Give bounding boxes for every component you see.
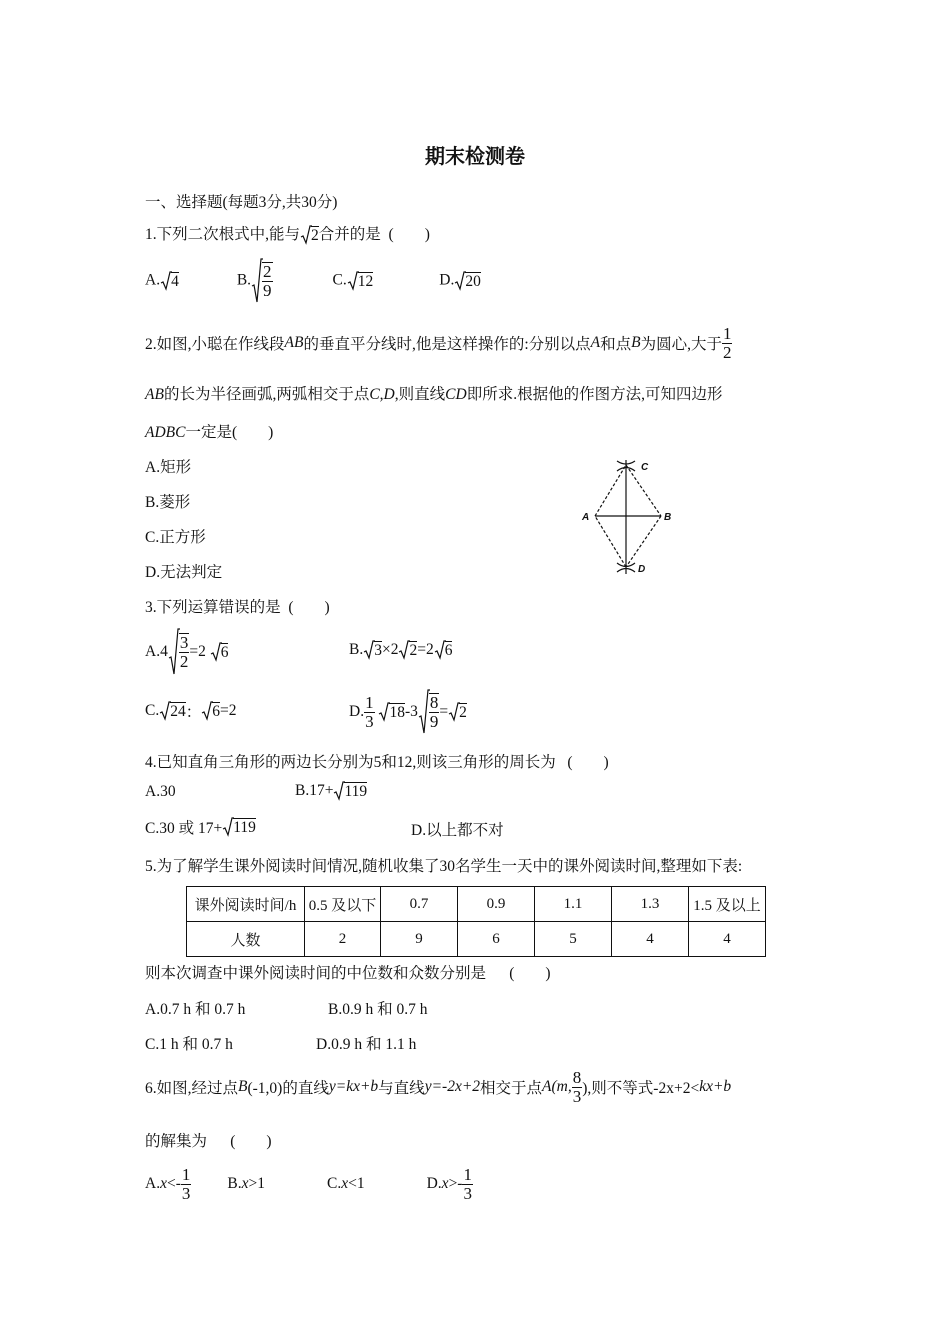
q6-option-a[interactable]: A.x<- $\frac{1}{3}$: [145, 1164, 191, 1203]
question-5-stem: 5.为了解学生课外阅读时间情况,随机收集了30名学生一天中的课外阅读时间,整理如下表:: [145, 858, 743, 875]
question-5-prompt: 则本次调查中课外阅读时间的中位数和众数分别是 ( ): [145, 965, 551, 982]
table-header-row: [187, 887, 766, 922]
table-cell: 1.5 及以上: [689, 887, 766, 922]
fig-label-b: B: [664, 512, 672, 523]
q6-option-d[interactable]: D.x>- $\frac{1}{3}$: [426, 1164, 472, 1203]
table-cell: 1.1: [535, 887, 612, 922]
table-cell: 人数: [187, 922, 305, 957]
table-cell: 4: [689, 922, 766, 957]
q4-option-c[interactable]: C.30 或 17+ 119: [145, 818, 256, 837]
q3-option-a[interactable]: A.4 $\frac{3}{2}$ =2 6: [145, 626, 228, 678]
table-cell: 课外阅读时间/h: [187, 887, 305, 922]
q2-option-d[interactable]: D.无法判定: [145, 564, 223, 581]
q3-option-d[interactable]: D. $\frac{1}{3}$ 18 -3 $\frac{8}{9}$ = 2: [349, 688, 467, 736]
question-2-line-3: ADBC一定是( ): [145, 424, 274, 441]
question-3-stem: 3.下列运算错误的是 ( ): [145, 599, 330, 616]
q5-option-c[interactable]: C.1 h 和 0.7 h: [145, 1036, 233, 1053]
q4-option-b[interactable]: B.17+ 119: [295, 782, 368, 800]
table-cell: 6: [458, 922, 535, 957]
q3-option-b[interactable]: B. 3 ×2 2 =2 6: [349, 641, 453, 659]
fig-label-d: D: [638, 564, 646, 575]
table-cell: 5: [535, 922, 612, 957]
question-6-options: [145, 1160, 473, 1208]
q2-option-a[interactable]: A.矩形: [145, 459, 192, 476]
q6-option-b[interactable]: B.x>1: [227, 1175, 265, 1192]
table-cell: 0.9: [458, 887, 535, 922]
table-cell: 0.5 及以下: [305, 887, 381, 922]
question-1-stem: 1.下列二次根式中,能与 2合并的是 ( ): [145, 226, 430, 244]
question-6-line-2: 的解集为 ( ): [145, 1133, 272, 1150]
q5-option-a[interactable]: A.0.7 h 和 0.7 h: [145, 1001, 246, 1018]
q1-option-a[interactable]: A. 4: [145, 271, 179, 290]
q1-option-c[interactable]: C. 12: [332, 271, 374, 290]
question-4-stem: 4.已知直角三角形的两边长分别为5和12,则该三角形的周长为 ( ): [145, 754, 609, 771]
table-row: [187, 922, 766, 957]
reading-time-table: [186, 886, 766, 957]
table-cell: 2: [305, 922, 381, 957]
question-6-line-1: 6.如图,经过点 B (-1,0)的直线 y=kx+b 与直线 y=-2x+2 相交于点 A (m, $\frac{8}{3}$ ),则不等式-2x+2< kx+b: [145, 1067, 732, 1106]
fig-label-c: C: [641, 462, 649, 473]
rhombus-construction-figure: [575, 452, 685, 582]
question-2-line-2: AB的长为半径画弧,两弧相交于点C,D,则直线CD即所求.根据他的作图方法,可知四边形: [145, 386, 723, 403]
q1-option-d[interactable]: D. 20: [439, 271, 481, 290]
q4-option-d[interactable]: D.以上都不对: [411, 822, 504, 839]
sqrt-2: 2: [300, 225, 319, 245]
question-2-line-1: 2.如图,小聪在作线段 AB 的垂直平分线时,他是这样操作的:分别以点 A 和点 B 为圆心,大于 $\frac{1}{2}$: [145, 323, 732, 362]
table-cell: 0.7: [381, 887, 458, 922]
q5-option-b[interactable]: B.0.9 h 和 0.7 h: [328, 1001, 428, 1018]
q3-option-c[interactable]: C. 24 ： 6 =2: [145, 702, 237, 721]
q5-option-d[interactable]: D.0.9 h 和 1.1 h: [316, 1036, 417, 1053]
q1-option-b[interactable]: B. $\frac{2}{9}$: [237, 258, 273, 304]
table-cell: 9: [381, 922, 458, 957]
fig-label-a: A: [582, 512, 590, 523]
table-cell: 1.3: [612, 887, 689, 922]
q6-option-c[interactable]: C.x<1: [326, 1175, 365, 1192]
question-1-options: [145, 257, 481, 305]
table-cell: 4: [612, 922, 689, 957]
section-heading: 一、选择题(每题3分,共30分): [145, 194, 338, 211]
q4-option-a[interactable]: A.30: [145, 783, 176, 800]
q2-option-c[interactable]: C.正方形: [145, 529, 206, 546]
q2-option-b[interactable]: B.菱形: [145, 494, 191, 511]
page-title: 期末检测卷: [425, 146, 525, 168]
